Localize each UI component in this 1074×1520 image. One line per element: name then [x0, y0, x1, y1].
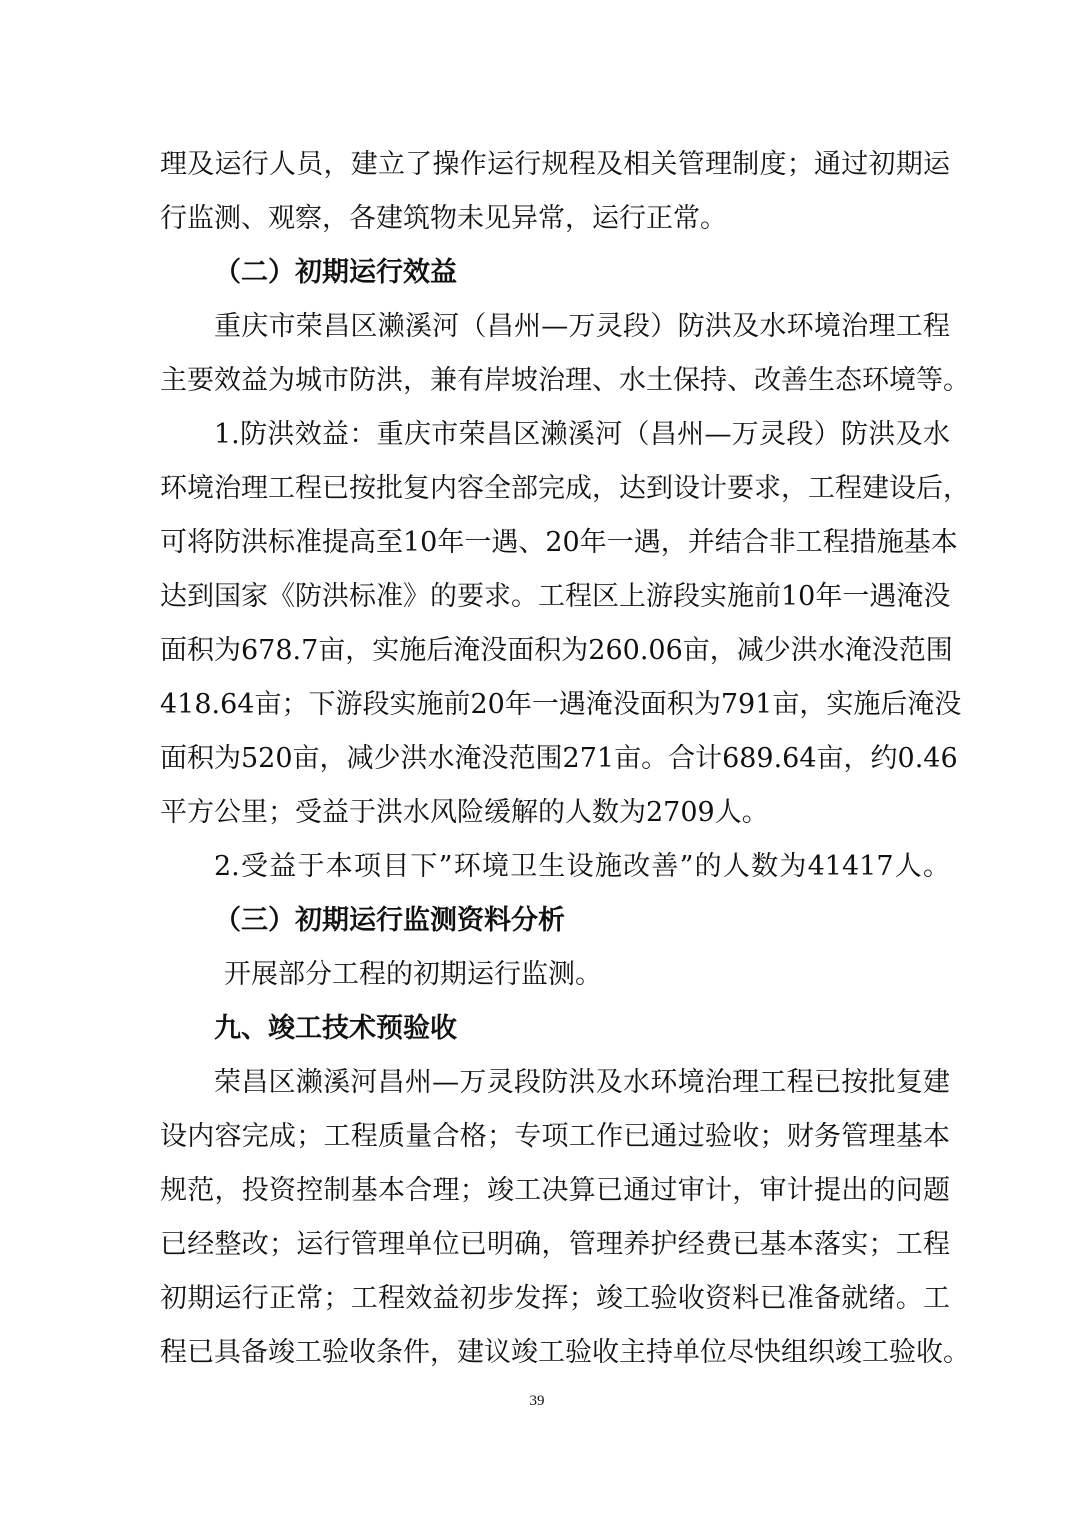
section-heading: （二）初期运行效益 — [214, 257, 457, 288]
body-text-line: 理及运行人员，建立了操作运行规程及相关管理制度；通过初期运 — [160, 149, 950, 180]
body-text-line: 主要效益为城市防洪，兼有岸坡治理、水土保持、改善生态环境等。 — [160, 365, 970, 396]
chapter-heading: 九、竣工技术预验收 — [214, 1013, 457, 1044]
body-text-line: 面积为520亩，减少洪水淹没范围271亩。合计689.64亩，约0.46 — [160, 743, 958, 774]
body-text-line: 规范，投资控制基本合理；竣工决算已通过审计，审计提出的问题 — [160, 1175, 950, 1206]
body-text-line: 2.受益于本项目下”环境卫生设施改善”的人数为41417人。 — [214, 851, 950, 882]
body-text-line: 已经整改；运行管理单位已明确，管理养护经费已基本落实；工程 — [160, 1229, 950, 1260]
body-text-line: 程已具备竣工验收条件，建议竣工验收主持单位尽快组织竣工验收。 — [160, 1337, 970, 1368]
body-text-line: 荣昌区濑溪河昌州—万灵段防洪及水环境治理工程已按批复建 — [214, 1067, 950, 1098]
body-text-line: 环境治理工程已按批复内容全部完成，达到设计要求，工程建设后， — [160, 473, 970, 504]
body-text-line: 418.64亩；下游段实施前20年一遇淹没面积为791亩，实施后淹没 — [160, 689, 962, 720]
body-text-line: 达到国家《防洪标准》的要求。工程区上游段实施前10年一遇淹没 — [160, 581, 951, 612]
body-text-line: 1.防洪效益：重庆市荣昌区濑溪河（昌州—万灵段）防洪及水 — [214, 419, 950, 450]
body-text-line: 重庆市荣昌区濑溪河（昌州—万灵段）防洪及水环境治理工程 — [214, 311, 950, 342]
body-text-line: 行监测、观察，各建筑物未见异常，运行正常。 — [160, 203, 727, 234]
body-text-line: 平方公里；受益于洪水风险缓解的人数为2709人。 — [160, 797, 769, 828]
body-text-line: 设内容完成；工程质量合格；专项工作已通过验收；财务管理基本 — [160, 1121, 950, 1152]
body-text-line: 可将防洪标准提高至10年一遇、20年一遇，并结合非工程措施基本 — [160, 527, 958, 558]
section-heading: （三）初期运行监测资料分析 — [214, 905, 565, 936]
body-text-line: 初期运行正常；工程效益初步发挥；竣工验收资料已准备就绪。工 — [160, 1283, 950, 1314]
body-text-line: 开展部分工程的初期运行监测。 — [224, 959, 602, 990]
page-number: 39 — [529, 1393, 545, 1409]
body-text-line: 面积为678.7亩，实施后淹没面积为260.06亩，减少洪水淹没范围 — [160, 635, 953, 666]
